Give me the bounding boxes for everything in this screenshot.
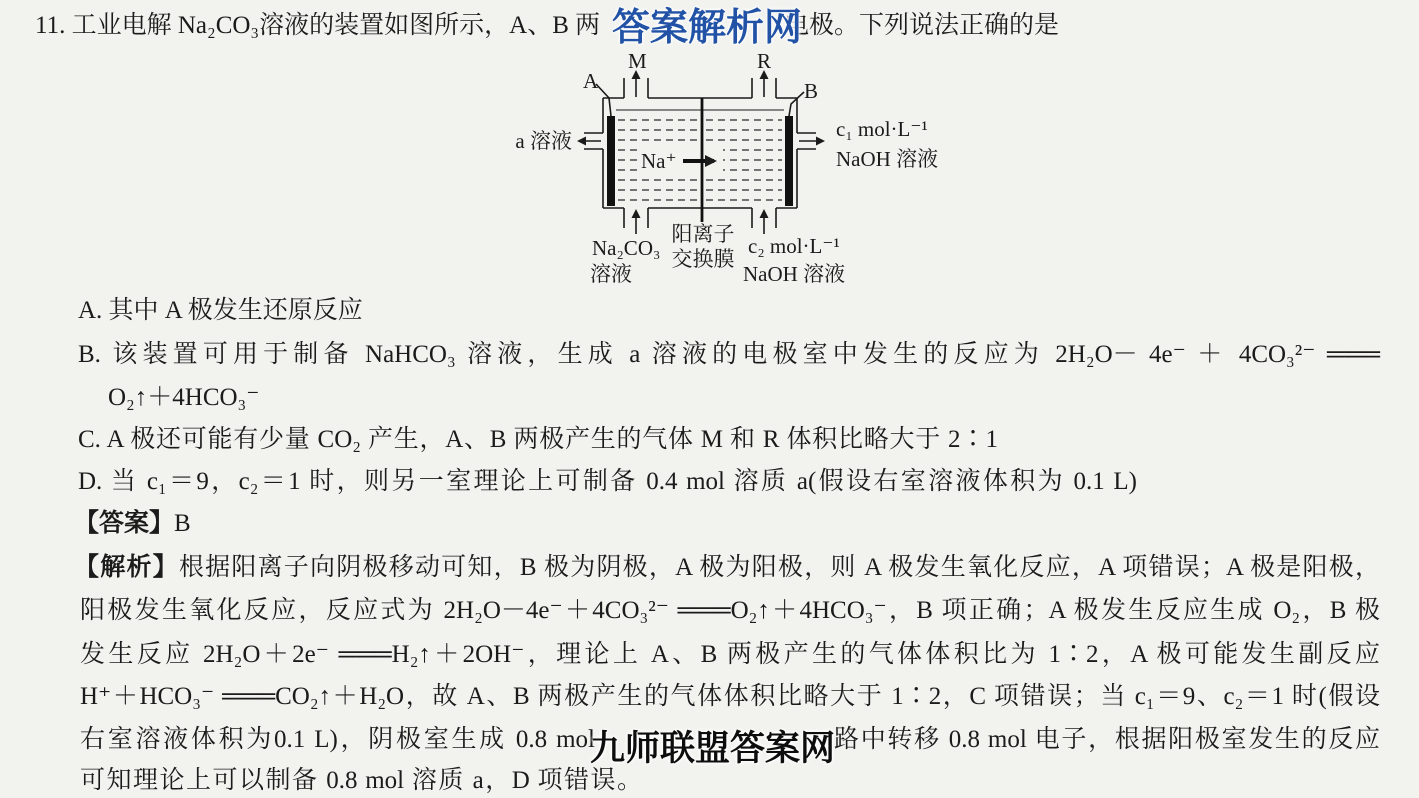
analysis-line1 xyxy=(74,553,1380,583)
right-outlet-name: NaOH 溶液 xyxy=(836,147,939,171)
option-b-line2: O₂↑＋4HCO₃⁻ xyxy=(108,384,260,411)
gas-m-label: M xyxy=(628,49,647,73)
electrolysis-cell-diagram xyxy=(470,44,970,294)
right-inlet-name: NaOH 溶液 xyxy=(743,262,846,286)
answer-label: 【答案】 xyxy=(74,510,175,537)
option-b-line1: B. 该装置可用于制备 NaHCO₃ 溶液，生成 a 溶液的电极室中发生的反应为 2H₂O－ 4e⁻ ＋ 4CO₃²⁻ ═══ xyxy=(78,341,1380,368)
analysis-label: 【解析】 xyxy=(74,554,179,581)
watermark-top: 答案解析网 xyxy=(612,5,803,49)
option-c: C. A 极还可能有少量 CO₂ 产生，A、B 两极产生的气体 M 和 R 体积比略大于 2∶1 xyxy=(78,426,998,453)
gas-outlet-tubes xyxy=(624,78,776,98)
answer-value: B xyxy=(174,510,191,537)
question-stem-end: 电极。下列说法正确的是 xyxy=(784,12,1060,39)
question-stem-start: 11. 工业电解 Na₂CO₃溶液的装置如图所示，A、B 两 xyxy=(35,12,601,39)
analysis-line6: 可知理论上可以制备 0.8 mol 溶质 a，D 项错误。 xyxy=(80,767,642,794)
membrane-label-line1: 阳离子 xyxy=(671,222,735,246)
electrode-b-label: B xyxy=(804,79,819,103)
gas-r-label: R xyxy=(757,49,772,73)
ion-label: Na⁺ xyxy=(641,149,677,173)
analysis-line5-left: 右室溶液体积为0.1 L)，阴极室生成 0.8 mol xyxy=(80,726,595,753)
electrode-a xyxy=(607,116,615,206)
analysis-line1-text: 根据阳离子向阴极移动可知，B 极为阴极，A 极为阳极，则 A 极发生氧化反应，A 项错误；A 极是阳极， xyxy=(178,554,1380,581)
left-outlet-label: a 溶液 xyxy=(515,129,572,153)
analysis-line4: H⁺＋HCO₃⁻ ═══CO₂↑＋H₂O，故 A、B 两极产生的气体体积比略大于 1∶2，C 项错误；当 c₁＝9、c₂＝1 时(假设 xyxy=(80,683,1380,710)
electrode-a-label: A xyxy=(583,69,599,93)
answer-line xyxy=(74,509,191,539)
analysis-line5-right: 路中转移 0.8 mol 电子，根据阳极室发生的反应 xyxy=(834,726,1380,753)
electrode-b xyxy=(785,116,793,206)
analysis-line2: 阳极发生氧化反应，反应式为 2H₂O－4e⁻＋4CO₃²⁻ ═══O₂↑＋4HCO₃⁻，B 项正确；A 极发生反应生成 O₂，B 极 xyxy=(80,597,1380,624)
left-inlet-name: 溶液 xyxy=(590,262,632,286)
watermark-bottom: 九师联盟答案网 xyxy=(590,729,836,769)
option-a: A. 其中 A 极发生还原反应 xyxy=(78,297,363,324)
left-inlet-formula: Na₂CO₃ xyxy=(592,236,661,260)
membrane-label-line2: 交换膜 xyxy=(671,247,735,271)
right-outlet-concentration: c₁ mol·L⁻¹ xyxy=(836,117,928,141)
option-d: D. 当 c₁＝9，c₂＝1 时，则另一室理论上可制备 0.4 mol 溶质 a(假设右室溶液体积为 0.1 L) xyxy=(78,468,1137,495)
analysis-line3: 发生反应 2H₂O＋2e⁻ ═══H₂↑＋2OH⁻，理论上 A、B 两极产生的气体体积比为 1∶2，A 极可能发生副反应 xyxy=(80,641,1380,668)
right-inlet-concentration: c₂ mol·L⁻¹ xyxy=(748,234,840,258)
